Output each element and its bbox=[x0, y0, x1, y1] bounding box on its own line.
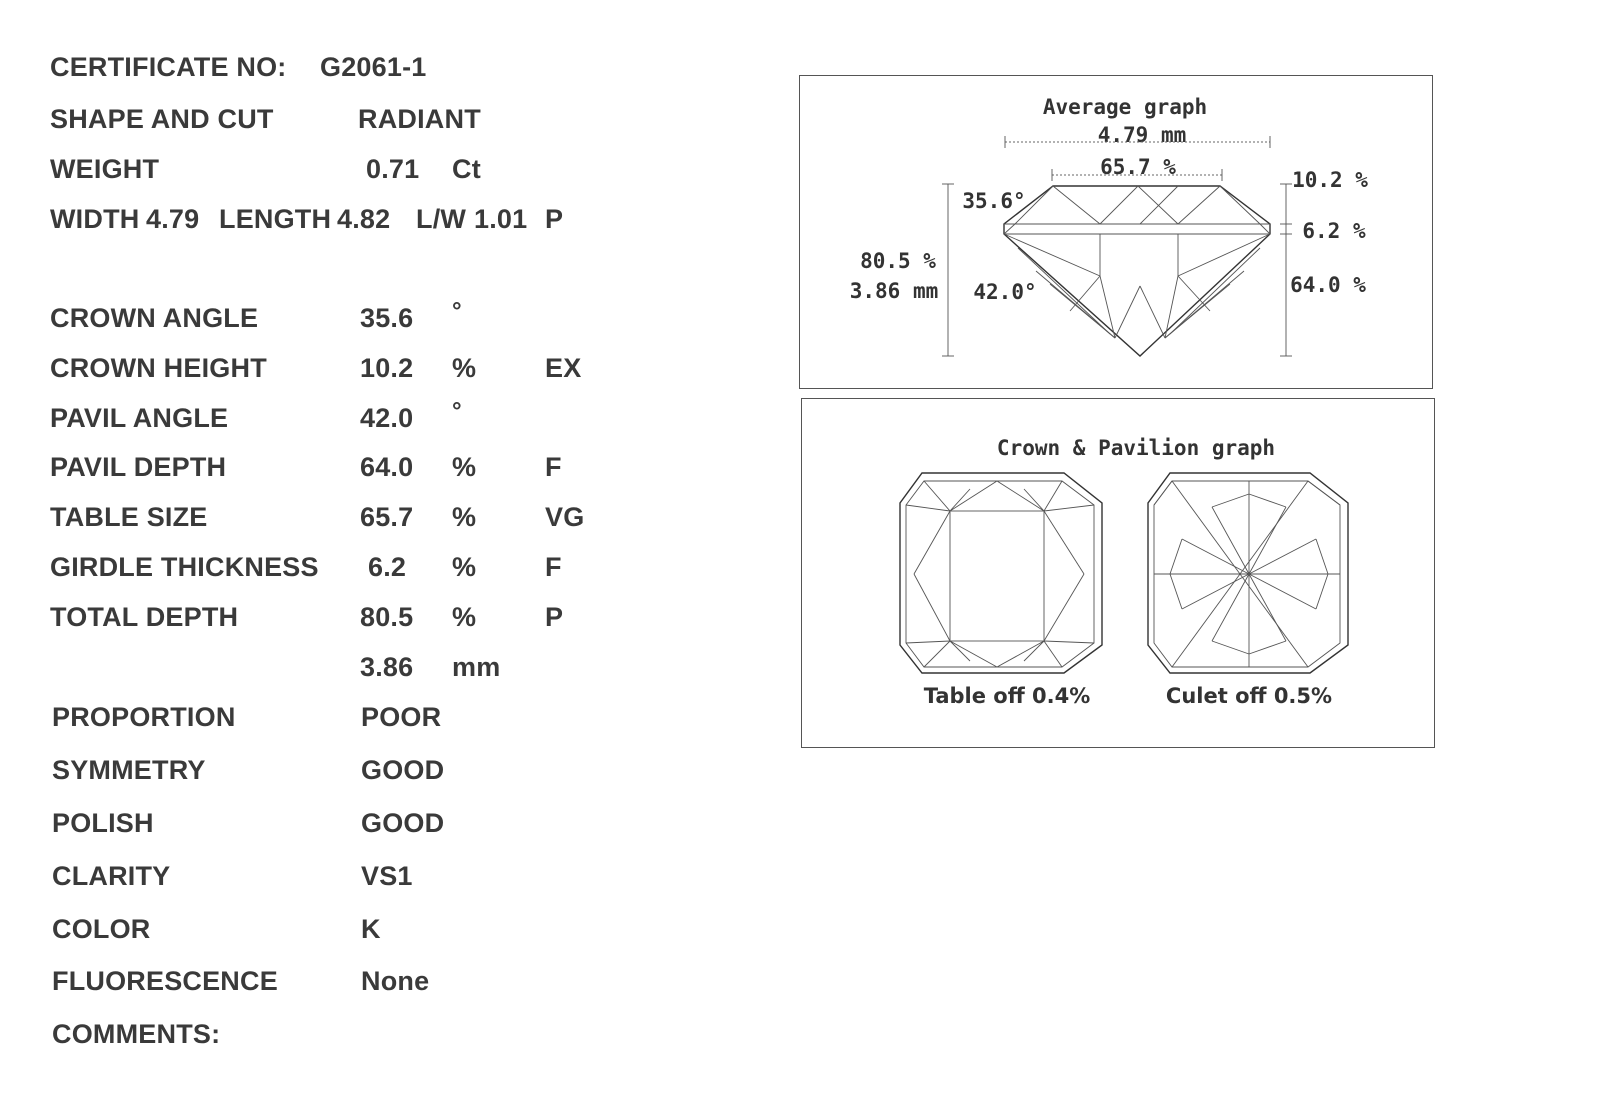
weight-label: WEIGHT bbox=[50, 154, 160, 184]
table-pct-label: 65.7 % bbox=[1100, 155, 1176, 179]
crown-pavilion-diagram bbox=[802, 399, 1434, 747]
crown-angle-label: 35.6° bbox=[962, 189, 1026, 213]
color-label: COLOR bbox=[52, 914, 151, 944]
crown-pavilion-title: Crown & Pavilion graph bbox=[996, 436, 1276, 460]
clarity-label: CLARITY bbox=[52, 861, 171, 891]
pavilion-angle-label: 42.0° bbox=[973, 280, 1037, 304]
lw-label: L/W bbox=[416, 204, 467, 234]
dimensions-grade: P bbox=[545, 204, 564, 234]
total-depth-label: TOTAL DEPTH bbox=[50, 602, 239, 632]
polish-label: POLISH bbox=[52, 808, 154, 838]
average-graph-title: Average graph bbox=[1042, 95, 1208, 119]
diamond-outline bbox=[1004, 186, 1270, 356]
proportion-label: PROPORTION bbox=[52, 702, 236, 732]
pavil-angle-unit: ° bbox=[452, 398, 462, 425]
clarity-value: VS1 bbox=[361, 861, 413, 891]
total-depth-unit: % bbox=[452, 602, 477, 632]
certificate-label: CERTIFICATE NO: bbox=[50, 52, 287, 82]
crown-height-pct-label: 10.2 % bbox=[1292, 168, 1368, 192]
certificate-number: G2061-1 bbox=[320, 52, 427, 82]
lw-value: 1.01 bbox=[474, 204, 528, 234]
color-value: K bbox=[361, 914, 381, 944]
crown-pavilion-panel bbox=[801, 398, 1435, 748]
girdle-value: 6.2 bbox=[368, 552, 407, 582]
total-depth-pct-label: 80.5 % bbox=[860, 249, 936, 273]
polish-value: GOOD bbox=[361, 808, 445, 838]
weight-value: 0.71 bbox=[366, 154, 420, 184]
girdle-grade: F bbox=[545, 552, 562, 582]
comments-label: COMMENTS: bbox=[52, 1019, 221, 1049]
girdle-pct-label: 6.2 % bbox=[1302, 219, 1366, 243]
total-depth-value: 80.5 bbox=[360, 602, 414, 632]
girdle-label: GIRDLE THICKNESS bbox=[50, 552, 319, 582]
crown-view bbox=[900, 473, 1102, 673]
table-off-label: Table off 0.4% bbox=[923, 684, 1091, 708]
weight-unit: Ct bbox=[452, 154, 481, 184]
proportion-value: POOR bbox=[361, 702, 442, 732]
girdle-unit: % bbox=[452, 552, 477, 582]
shape-label: SHAPE AND CUT bbox=[50, 104, 274, 134]
width-value: 4.79 bbox=[146, 204, 200, 234]
table-size-label: TABLE SIZE bbox=[50, 502, 208, 532]
length-value: 4.82 bbox=[337, 204, 391, 234]
average-graph-diagram bbox=[800, 76, 1432, 388]
width-label: WIDTH bbox=[50, 204, 140, 234]
pavil-depth-label: PAVIL DEPTH bbox=[50, 452, 227, 482]
pavil-depth-grade: F bbox=[545, 452, 562, 482]
length-label: LENGTH bbox=[219, 204, 332, 234]
pavilion-depth-pct-label: 64.0 % bbox=[1290, 273, 1366, 297]
total-depth-mm-unit: mm bbox=[452, 652, 501, 682]
crown-height-label: CROWN HEIGHT bbox=[50, 353, 267, 383]
symmetry-value: GOOD bbox=[361, 755, 445, 785]
diamond-profile bbox=[1004, 186, 1270, 356]
fluorescence-value: None bbox=[361, 966, 430, 996]
table-size-grade: VG bbox=[545, 502, 585, 532]
width-mm-label: 4.79 mm bbox=[1097, 123, 1187, 147]
crown-height-unit: % bbox=[452, 353, 477, 383]
table-size-value: 65.7 bbox=[360, 502, 414, 532]
pavil-depth-value: 64.0 bbox=[360, 452, 414, 482]
pavilion-view bbox=[1148, 473, 1348, 673]
average-graph-panel bbox=[799, 75, 1433, 389]
total-depth-mm-label: 3.86 mm bbox=[849, 279, 939, 303]
crown-height-value: 10.2 bbox=[360, 353, 414, 383]
crown-angle-label: CROWN ANGLE bbox=[50, 303, 259, 333]
culet-off-label: Culet off 0.5% bbox=[1165, 684, 1333, 708]
total-depth-grade: P bbox=[545, 602, 564, 632]
crown-height-grade: EX bbox=[545, 353, 582, 383]
symmetry-label: SYMMETRY bbox=[52, 755, 206, 785]
pavil-depth-unit: % bbox=[452, 452, 477, 482]
crown-angle-value: 35.6 bbox=[360, 303, 414, 333]
pavil-angle-label: PAVIL ANGLE bbox=[50, 403, 229, 433]
pavil-angle-value: 42.0 bbox=[360, 403, 414, 433]
crown-angle-unit: ° bbox=[452, 298, 462, 325]
fluorescence-label: FLUORESCENCE bbox=[52, 966, 278, 996]
shape-value: RADIANT bbox=[358, 104, 481, 134]
total-depth-mm-value: 3.86 bbox=[360, 652, 414, 682]
table-size-unit: % bbox=[452, 502, 477, 532]
